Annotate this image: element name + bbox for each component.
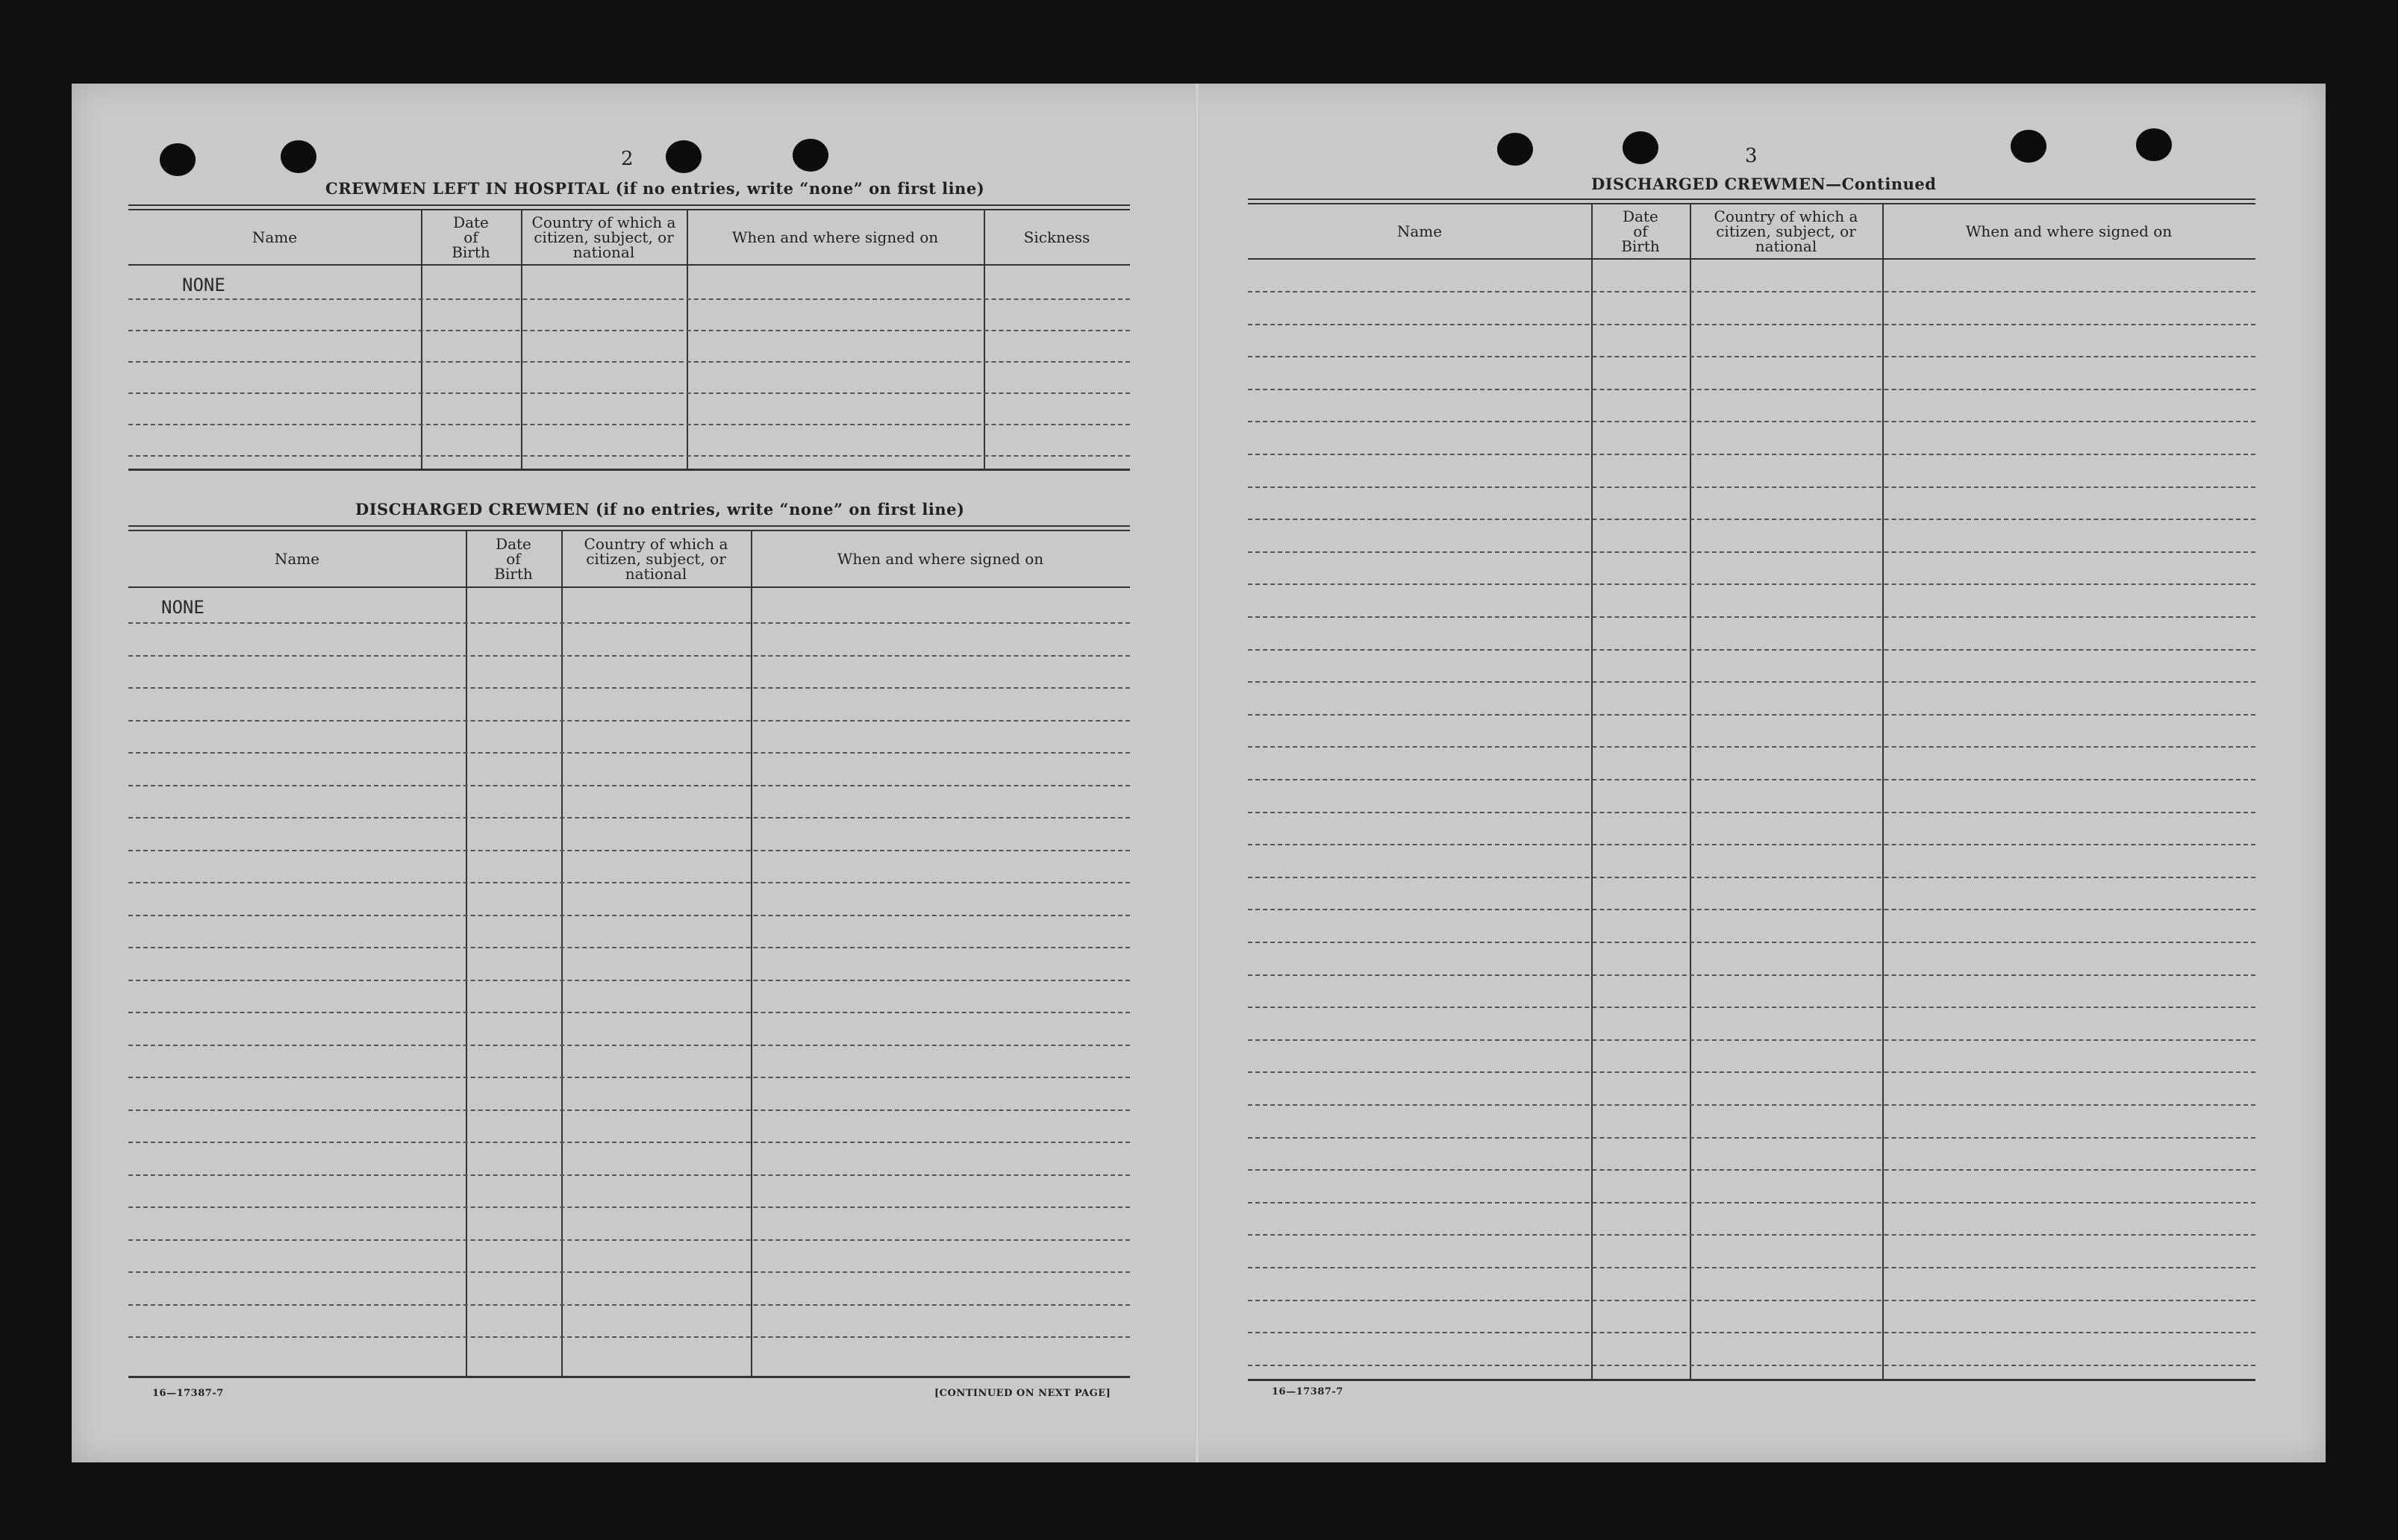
ruled-line xyxy=(1248,551,2255,553)
ruled-line xyxy=(1248,974,2255,976)
ruled-line xyxy=(1248,454,2255,455)
ruled-line xyxy=(1248,1104,2255,1106)
col-header-name: Name xyxy=(274,550,320,568)
center-fold xyxy=(1195,84,1199,1462)
ruled-line xyxy=(128,622,1130,624)
discharged-continued-title: DISCHARGED CREWMEN—Continued xyxy=(1591,175,1937,193)
col-header-dob: Date of Birth xyxy=(1621,207,1660,255)
ruled-line xyxy=(1248,421,2255,422)
ruled-line xyxy=(128,1206,1130,1208)
col-header-country: Country of which a citizen, subject, or national xyxy=(584,535,728,583)
col-header-dob: Date of Birth xyxy=(494,535,533,583)
ruled-line xyxy=(1248,942,2255,943)
form-number-right: 16—17387-7 xyxy=(1272,1386,1343,1397)
ruled-line xyxy=(128,1239,1130,1241)
ruled-line xyxy=(1248,1071,2255,1073)
hospital-table xyxy=(128,204,1130,473)
ruled-line xyxy=(128,882,1130,883)
ruled-line xyxy=(128,1045,1130,1046)
ruled-line xyxy=(128,1304,1130,1306)
document-sheet xyxy=(72,84,2326,1462)
page-number-right: 3 xyxy=(1745,145,1758,167)
col-header-signed: When and where signed on xyxy=(1965,222,2173,240)
punch-hole xyxy=(2136,128,2172,161)
ruled-line xyxy=(128,752,1130,754)
ruled-line xyxy=(1248,356,2255,357)
ruled-line xyxy=(128,915,1130,916)
col-header-name: Name xyxy=(1396,222,1443,240)
ruled-line xyxy=(1248,583,2255,585)
ruled-line xyxy=(1248,324,2255,325)
ruled-line xyxy=(1248,1365,2255,1366)
punch-hole xyxy=(160,143,196,176)
ruled-line xyxy=(1248,1039,2255,1041)
ruled-line xyxy=(128,1142,1130,1143)
col-header-country: Country of which a citizen, subject, or national xyxy=(1714,207,1858,255)
ruled-line xyxy=(1248,1169,2255,1171)
ruled-line xyxy=(1248,1332,2255,1333)
punch-hole xyxy=(281,140,316,173)
ruled-line xyxy=(1248,714,2255,716)
ruled-line xyxy=(128,655,1130,657)
ruled-line xyxy=(1248,909,2255,910)
punch-hole xyxy=(1497,133,1533,166)
col-header-name: Name xyxy=(252,228,298,246)
ruled-line xyxy=(128,1012,1130,1013)
discharged-continued-table xyxy=(1248,198,2255,1385)
discharged-section-title: DISCHARGED CREWMEN (if no entries, write “none” on first line) xyxy=(355,500,965,519)
punch-hole xyxy=(2011,130,2046,163)
ruled-line xyxy=(1248,649,2255,651)
col-header-signed: When and where signed on xyxy=(731,228,939,246)
col-header-country: Country of which a citizen, subject, or national xyxy=(531,213,676,261)
ruled-line xyxy=(128,1077,1130,1078)
ruled-line xyxy=(128,687,1130,689)
ruled-line xyxy=(128,1174,1130,1176)
ruled-line xyxy=(128,1271,1130,1273)
discharged-entry-none: NONE xyxy=(161,597,204,618)
ruled-line xyxy=(1248,1007,2255,1008)
ruled-line xyxy=(1248,746,2255,748)
hospital-section-title: CREWMEN LEFT IN HOSPITAL (if no entries, write “none” on first line) xyxy=(325,179,985,198)
ruled-line xyxy=(1248,844,2255,845)
col-header-signed: When and where signed on xyxy=(837,550,1044,568)
ruled-line xyxy=(128,1336,1130,1338)
ruled-line xyxy=(128,720,1130,722)
ruled-line xyxy=(1248,519,2255,520)
ruled-line xyxy=(128,817,1130,818)
ruled-line xyxy=(1248,812,2255,813)
page-number-left: 2 xyxy=(621,148,634,170)
ruled-line xyxy=(1248,779,2255,780)
punch-hole xyxy=(793,139,828,172)
ruled-line xyxy=(1248,1234,2255,1236)
col-header-sickness: Sickness xyxy=(1023,228,1090,246)
col-header-dob: Date of Birth xyxy=(452,213,490,261)
ruled-line xyxy=(1248,681,2255,683)
form-number-left: 16—17387-7 xyxy=(152,1388,224,1399)
discharged-table xyxy=(128,525,1130,1383)
ruled-line xyxy=(1248,1137,2255,1139)
continued-note: [CONTINUED ON NEXT PAGE] xyxy=(934,1388,1111,1399)
ruled-line xyxy=(128,1109,1130,1111)
ruled-line xyxy=(1248,1202,2255,1203)
ruled-line xyxy=(1248,486,2255,488)
ruled-line xyxy=(1248,616,2255,618)
ruled-line xyxy=(1248,291,2255,292)
ruled-line xyxy=(128,947,1130,948)
ruled-line xyxy=(128,850,1130,851)
punch-hole xyxy=(1623,131,1658,164)
ruled-line xyxy=(1248,1267,2255,1268)
ruled-line xyxy=(1248,877,2255,878)
punch-hole xyxy=(666,140,702,173)
ruled-line xyxy=(1248,1300,2255,1301)
ruled-line xyxy=(128,785,1130,786)
ruled-line xyxy=(128,980,1130,981)
hospital-entry-none: NONE xyxy=(182,275,225,295)
ruled-line xyxy=(1248,389,2255,390)
